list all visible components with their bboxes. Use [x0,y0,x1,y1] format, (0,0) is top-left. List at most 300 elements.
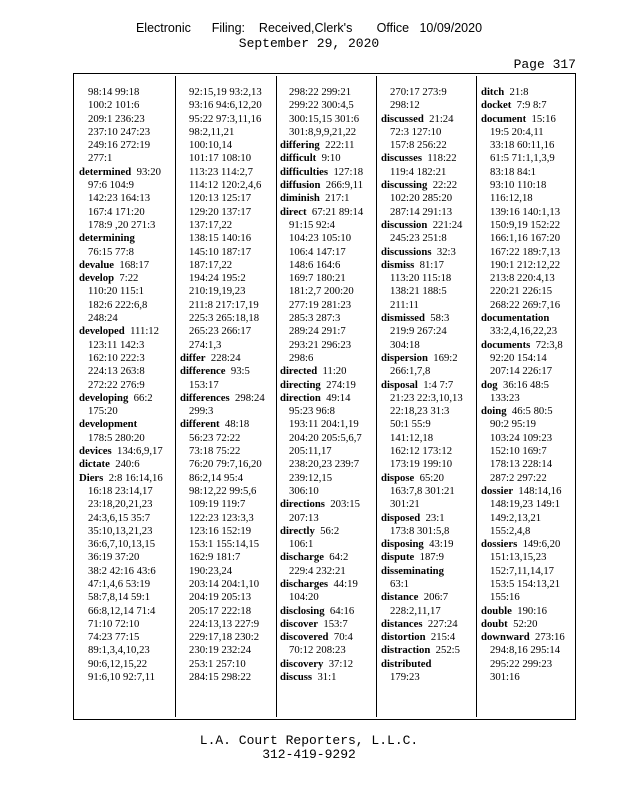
index-headword-entry [381,152,475,165]
index-headword-entry [180,418,274,431]
index-page-refs: 151:13,15,23 [490,551,547,564]
index-page-refs: 277:1 [88,152,113,165]
index-page-refs: 138:15 140:16 [189,232,252,245]
index-page-refs: 301:21 [390,498,420,511]
index-headword-entry [381,551,475,564]
index-page-refs: 73:18 75:22 [189,445,241,458]
index-page-refs: 294:8,16 295:14 [490,644,561,657]
index-page-refs: 106:4 147:17 [289,245,346,258]
index-headword-entry [481,113,575,126]
index-page-refs: 248:24 [88,312,118,325]
index-headword: Diers [79,471,104,484]
index-headword-entry [180,365,274,378]
index-headword: directions [280,498,325,511]
index-headword-entry [381,538,475,551]
index-page-refs: 127:18 [328,165,364,178]
index-page-refs: 203:14 204:1,10 [189,577,260,590]
index-page-refs: 133:23 [490,391,520,404]
index-headword-entry [180,392,274,405]
index-headword: directly [280,524,315,537]
index-headword-entry [79,472,173,485]
index-page-refs: 19:5 20:4,11 [490,125,544,138]
index-page-refs: 206:7 [418,591,449,604]
index-page-refs: 284:15 298:22 [189,671,252,684]
index-page-refs: 249:16 272:19 [88,139,151,152]
index-page-refs: 15:16 [526,112,556,125]
index-page-refs: 83:18 84:1 [490,165,537,178]
index-page-refs: 7:9 8:7 [511,99,547,112]
index-page-refs: 134:6,9,17 [111,445,163,458]
index-page-refs: 190:23,24 [189,564,233,577]
index-headword-entry [481,379,575,392]
index-headword: distributed [381,657,432,670]
index-page-refs: 270:17 273:9 [390,86,447,98]
index-headword: dispute [381,551,415,564]
index-page-refs: 245:23 251:8 [390,232,447,245]
index-headword-entry [180,352,274,365]
index-page-refs: 23:18,20,21,23 [88,498,153,511]
index-headword-entry [280,498,374,511]
index-page-refs: 227:24 [422,617,458,630]
index-page-refs: 207:14 226:17 [490,365,553,378]
index-page-refs: 118:22 [421,152,457,165]
index-headword-entry [481,405,575,418]
index-page-refs: 122:23 123:3,3 [189,511,254,524]
index-headword-entry [481,618,575,631]
index-page-refs: 163:7,8 301:21 [390,484,455,497]
index-headword-entry [280,525,374,538]
index-headword-entry [381,246,475,259]
index-column-5 [481,86,575,684]
index-headword-entry [280,631,374,644]
index-page-refs: 16:18 23:14,17 [88,484,153,497]
index-headword: diffusion [280,179,321,192]
index-headword: doubt [481,617,508,630]
index-page-refs: 31:1 [312,671,337,684]
index-headword: doing [481,405,507,418]
index-headword-entry [280,379,374,392]
index-headword: discussions [381,245,432,258]
index-page-refs: 166:1,16 167:20 [490,232,561,245]
index-headword: dossier [481,484,514,497]
index-page-refs: 139:16 140:1,13 [490,205,561,218]
index-headword: dispose [381,471,415,484]
index-page-refs: 114:12 120:2,4,6 [189,179,262,192]
index-page-refs: 74:23 77:15 [88,631,140,644]
index-page-refs: 298:12 [390,99,420,112]
index-headword: directing [280,378,321,391]
index-page-refs: 225:3 265:18,18 [189,312,260,325]
index-page-refs: 240:6 [109,458,140,471]
index-headword-entry [79,232,173,245]
index-headword: discussed [381,112,424,125]
column-divider [175,76,176,717]
index-page-refs: 285:3 287:3 [289,312,341,325]
index-column-4 [381,86,475,684]
index-page-refs: 103:24 109:23 [490,431,553,444]
index-page-refs: 268:22 269:7,16 [490,298,561,311]
index-headword-entry [381,113,475,126]
index-headword-entry [79,325,173,338]
index-page-refs: 272:22 276:9 [88,378,145,391]
index-headword: disclosing [280,604,325,617]
index-headword: disposal [381,378,418,391]
index-page-refs: 299:22 300:4,5 [289,99,354,112]
index-page-refs: 273:16 [529,631,565,644]
index-headword-entry [481,605,575,618]
index-page-refs: 289:24 291:7 [289,325,346,338]
index-page-refs: 86:2,14 95:4 [189,471,244,484]
index-headword-entry [280,658,374,671]
index-page-refs: 90:2 95:19 [490,418,537,431]
index-headword: discharges [280,577,329,590]
index-page-refs: 149:6,20 [517,538,561,551]
index-page-refs: 252:5 [430,644,460,657]
index-headword: discussion [381,218,428,231]
index-headword-entry [481,312,575,325]
index-page-refs: 104:20 [289,591,319,604]
index-page-refs: 153:5 154:13,21 [490,577,561,590]
index-headword-entry [280,365,374,378]
index-page-refs: 150:9,19 152:22 [490,218,561,231]
index-page-refs: 213:8 220:4,13 [490,272,555,285]
index-headword: documents [481,338,531,351]
index-page-refs: 89:1,3,4,10,23 [88,644,150,657]
index-page-refs: 100:2 101:6 [88,99,140,112]
transcript-date: September 29, 2020 [238,36,380,51]
index-headword-entry [481,631,575,644]
index-page-refs: 178:13 228:14 [490,458,553,471]
index-page-refs: 190:1 212:12,22 [490,258,561,271]
index-page-refs: 193:11 204:1,19 [289,418,359,431]
index-headword-entry [381,219,475,232]
index-page-refs: 65:20 [414,471,444,484]
index-page-refs: 205:17 222:18 [189,604,252,617]
index-headword: development [79,418,138,431]
index-headword-entry [280,618,374,631]
index-page-refs: 152:7,11,14,17 [490,564,555,577]
index-page-refs: 221:24 [427,218,463,231]
index-page-refs: 101:17 108:10 [189,152,252,165]
index-page-refs: 178:9 ,20 271:3 [88,218,156,231]
index-page-refs: 37:12 [323,657,354,670]
index-page-refs: 24:3,6,15 35:7 [88,511,151,524]
index-page-refs: 91:6,10 92:7,11 [88,671,155,684]
index-page-refs: 293:21 296:23 [289,338,352,351]
index-page-refs: 98:12,22 99:5,6 [189,484,257,497]
index-page-refs: 274:19 [320,378,356,391]
index-page-refs: 138:21 188:5 [390,285,447,298]
index-page-refs: 58:3 [424,312,450,325]
index-headword-entry [79,259,173,272]
index-page-refs: 64:16 [324,604,355,617]
index-headword: dossiers [481,538,518,551]
index-page-refs: 142:23 164:13 [88,192,151,205]
index-page-refs: 230:19 232:24 [189,644,252,657]
index-headword-entry [79,445,173,458]
index-headword: distraction [381,644,431,657]
index-headword: ditch [481,86,505,98]
index-headword: dismissed [381,312,425,325]
index-page-refs: 155:2,4,8 [490,524,531,537]
index-headword: docket [481,99,512,112]
column-divider [476,76,477,717]
index-page-refs: 44:19 [328,577,358,590]
index-page-refs: 228:24 [205,351,241,364]
index-page-refs: 111:12 [124,325,159,338]
index-page-refs: 239:12,15 [289,471,333,484]
index-headword: difference [180,365,226,378]
index-page-refs: 50:1 55:9 [390,418,431,431]
index-headword: direction [280,391,321,404]
index-page-refs: 187:9 [414,551,444,564]
index-headword-entry [280,392,374,405]
index-page-refs: 228:2,11,17 [390,604,441,617]
index-headword-entry [79,166,173,179]
index-page-refs: 266:1,7,8 [390,365,431,378]
index-headword-entry [481,86,575,99]
index-page-refs: 119:4 182:21 [390,165,447,178]
index-page-refs: 66:8,12,14 71:4 [88,604,156,617]
court-reporter-phone: 312-419-9292 [262,747,356,762]
filing-stamp-line: Electronic Filing: Received,Clerk's Office 10/09/2020 [135,21,483,35]
index-page-refs: 93:20 [131,165,161,178]
index-page-refs: 194:24 195:2 [189,272,246,285]
index-page-refs: 95:23 96:8 [289,405,336,418]
index-page-refs: 169:2 [427,351,458,364]
index-headword-entry [280,578,374,591]
index-page-refs: 298:22 299:21 [289,86,352,98]
index-page-refs: 36:6,7,10,13,15 [88,538,156,551]
index-page-refs: 113:20 115:18 [390,272,452,285]
index-headword-entry [381,618,475,631]
index-headword-entry [381,512,475,525]
index-headword: developing [79,391,129,404]
index-page-refs: 253:1 257:10 [189,657,246,670]
index-page-refs: 48:18 [219,418,250,431]
index-page-refs: 61:5 71:1,1,3,9 [490,152,555,165]
index-headword-entry [79,458,173,471]
index-page-refs: 2:8 16:14,16 [103,471,163,484]
index-page-refs: 93:5 [225,365,250,378]
index-page-refs: 306:10 [289,484,319,497]
index-page-refs: 63:1 [390,577,410,590]
index-page-refs: 153:1 155:14,15 [189,538,260,551]
index-page-refs: 58:7,8,14 59:1 [88,591,151,604]
index-page-refs: 137:17,22 [189,218,233,231]
index-page-refs: 203:15 [324,498,360,511]
index-page-refs: 92:15,19 93:2,13 [189,86,262,98]
index-page-refs: 224:13 263:8 [88,365,145,378]
index-headword: distortion [381,631,426,644]
page-number: Page 317 [513,57,576,72]
index-headword-entry [481,99,575,112]
index-headword: develop [79,272,115,285]
index-page-refs: 113:23 114:2,7 [189,165,253,178]
index-page-refs: 93:10 110:18 [490,179,547,192]
index-headword: devices [79,445,112,458]
index-headword-entry [79,392,173,405]
index-column-1 [79,86,173,684]
index-page-refs: 211:11 [390,298,419,311]
index-headword: differing [280,139,320,152]
index-page-refs: 181:2,7 200:20 [289,285,354,298]
index-page-refs: 229:17,18 230:2 [189,631,260,644]
index-page-refs: 274:1,3 [189,338,222,351]
index-page-refs: 173:8 301:5,8 [390,524,450,537]
index-headword: devalue [79,258,115,271]
index-page-refs: 21:8 [504,86,529,98]
index-page-refs: 11:20 [317,365,347,378]
index-page-refs: 81:17 [414,258,444,271]
index-page-refs: 287:2 297:22 [490,471,547,484]
index-page-refs: 148:14,16 [513,484,562,497]
index-headword-entry [381,472,475,485]
index-page-refs: 175:20 [88,405,118,418]
index-headword: discusses [381,152,422,165]
index-page-refs: 1:4 7:7 [417,378,454,391]
index-page-refs: 109:19 119:7 [189,498,246,511]
index-headword: diminish [280,192,320,205]
index-page-refs: 182:6 222:6,8 [88,298,148,311]
index-page-refs: 155:16 [490,591,520,604]
index-page-refs: 64:2 [323,551,349,564]
index-headword: developed [79,325,125,338]
index-page-refs: 97:6 104:9 [88,179,135,192]
index-headword-entry [280,206,374,219]
index-page-refs: 104:23 105:10 [289,232,352,245]
index-page-refs: 209:1 236:23 [88,112,145,125]
index-headword-entry [381,379,475,392]
index-page-refs: 220:21 226:15 [490,285,553,298]
index-page-refs: 33:2,4,16,22,23 [490,325,558,338]
index-headword: discover [280,617,318,630]
index-headword-entry [280,605,374,618]
index-headword: disposing [381,538,424,551]
index-page-refs: 98:14 99:18 [88,86,140,98]
index-headword: distance [381,591,419,604]
index-page-refs: 222:11 [319,139,355,152]
index-page-refs: 91:15 92:4 [289,218,336,231]
index-page-refs: 237:10 247:23 [88,125,151,138]
index-page-refs: 162:12 173:12 [390,445,453,458]
index-headword: discussing [381,179,428,192]
index-page-refs: 76:15 77:8 [88,245,135,258]
index-headword-entry [79,418,173,431]
index-page-refs: 120:13 125:17 [189,192,252,205]
index-page-refs: 116:12,18 [490,192,533,205]
index-page-refs: 46:5 80:5 [506,405,553,418]
column-divider [276,76,277,717]
index-page-refs: 56:23 72:22 [189,431,241,444]
index-page-refs: 148:6 164:6 [289,258,341,271]
index-page-refs: 93:16 94:6,12,20 [189,99,262,112]
index-headword: dictate [79,458,110,471]
index-page-refs: 22:22 [427,179,458,192]
index-headword-entry [381,179,475,192]
index-headword: double [481,604,512,617]
index-page-refs: 295:22 299:23 [490,657,553,670]
index-headword: dog [481,378,498,391]
index-headword: downward [481,631,530,644]
index-headword: directed [280,365,318,378]
index-column-2 [180,86,274,684]
index-page-refs: 52:20 [507,617,538,630]
index-page-refs: 72:3 127:10 [390,125,442,138]
index-page-refs: 92:20 154:14 [490,351,547,364]
index-headword-entry [381,352,475,365]
index-headword: discovery [280,657,324,670]
index-page-refs: 190:16 [511,604,547,617]
index-headword: determining [79,232,135,245]
index-page-refs: 157:8 256:22 [390,139,447,152]
index-page-refs: 22:18,23 31:3 [390,405,450,418]
index-page-refs: 102:20 285:20 [390,192,453,205]
index-headword: documentation [481,312,550,325]
index-page-refs: 224:13,13 227:9 [189,617,260,630]
index-page-refs: 23:1 [420,511,445,524]
index-page-refs: 167:4 171:20 [88,205,145,218]
index-page-refs: 301:8,9,9,21,22 [289,125,357,138]
index-page-refs: 21:23 22:3,10,13 [390,391,463,404]
index-headword-entry [280,671,374,684]
index-page-refs: 210:19,19,23 [189,285,246,298]
index-page-refs: 148:19,23 149:1 [490,498,561,511]
index-headword: distances [381,617,423,630]
index-page-refs: 229:4 232:21 [289,564,346,577]
index-page-refs: 123:16 152:19 [189,524,252,537]
index-page-refs: 38:2 42:16 43:6 [88,564,156,577]
index-headword-entry [481,485,575,498]
index-page-refs: 95:22 97:3,11,16 [189,112,262,125]
column-divider [376,76,377,717]
index-page-refs: 67:21 89:14 [306,205,364,218]
index-page-refs: 7:22 [114,272,139,285]
index-page-refs: 205:11,17 [289,445,332,458]
index-page-refs: 266:9,11 [320,179,364,192]
index-headword-entry [280,152,374,165]
index-page-refs: 300:15,15 301:6 [289,112,360,125]
index-page-refs: 238:20,23 239:7 [289,458,360,471]
index-page-refs: 169:7 180:21 [289,272,346,285]
index-page-refs: 70:4 [328,631,353,644]
index-page-refs: 153:17 [189,378,219,391]
index-headword: discuss [280,671,313,684]
index-headword: different [180,418,220,431]
index-headword: difficult [280,152,317,165]
index-page-refs: 207:13 [289,511,319,524]
index-page-refs: 21:24 [423,112,454,125]
index-page-refs: 211:8 217:17,19 [189,298,259,311]
index-headword-entry [481,538,575,551]
index-page-refs: 141:12,18 [390,431,434,444]
index-headword: disposed [381,511,421,524]
index-page-refs: 72:3,8 [530,338,563,351]
index-headword-entry [381,658,475,671]
index-headword: discovered [280,631,329,644]
index-headword-entry [481,339,575,352]
index-headword: disseminating [381,564,444,577]
index-page-refs: 162:10 222:3 [88,351,145,364]
index-page-refs: 90:6,12,15,22 [88,657,148,670]
index-page-refs: 33:18 60:11,16 [490,139,555,152]
index-page-refs: 110:20 115:1 [88,285,144,298]
index-page-refs: 204:20 205:5,6,7 [289,431,362,444]
index-page-refs: 219:9 267:24 [390,325,447,338]
index-headword-entry [280,166,374,179]
index-headword-entry [381,591,475,604]
index-headword-entry [381,565,475,578]
